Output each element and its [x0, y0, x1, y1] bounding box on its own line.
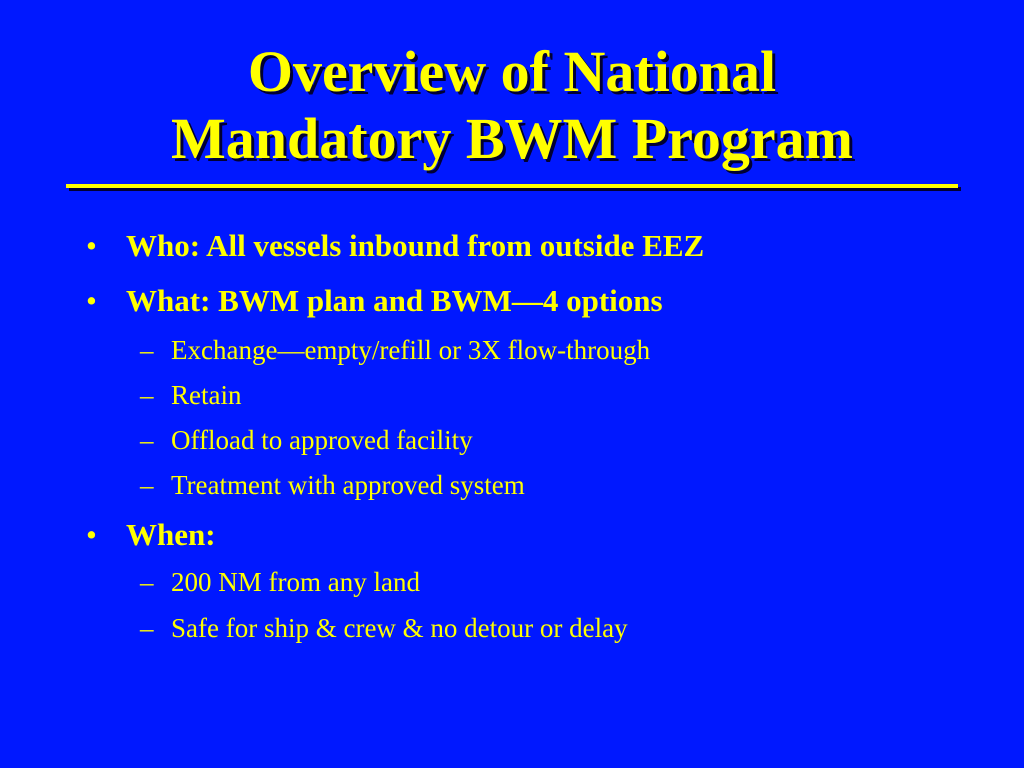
bullet-when-text: When:: [126, 517, 216, 552]
bullet-what: [86, 283, 663, 319]
dash-icon: –: [140, 380, 154, 410]
dash-icon: –: [140, 335, 154, 365]
sub-bullet-retain: [140, 379, 241, 411]
title-line-1: Overview of National: [247, 39, 777, 104]
dash-icon: –: [140, 567, 154, 597]
sub-bullet-200nm: [140, 566, 420, 598]
bullet-icon: •: [86, 517, 97, 552]
bullet-icon: •: [86, 283, 97, 318]
sub-bullet-text: Exchange—empty/refill or 3X flow-through: [171, 335, 651, 365]
dash-icon: –: [140, 425, 154, 455]
dash-icon: –: [140, 470, 154, 500]
dash-icon: –: [140, 613, 154, 643]
sub-bullet-text: Retain: [171, 380, 242, 410]
bullet-who: [86, 228, 704, 264]
bullet-when: [86, 517, 216, 553]
title-line-2: Mandatory BWM Program: [171, 106, 853, 171]
bullet-icon: •: [86, 228, 97, 263]
sub-bullet-safe: [140, 612, 628, 644]
sub-bullet-treatment: [140, 469, 525, 501]
sub-bullet-exchange: [140, 334, 650, 366]
sub-bullet-offload: [140, 424, 473, 456]
bullet-who-text: Who: All vessels inbound from outside EEZ: [126, 228, 705, 263]
sub-bullet-text: 200 NM from any land: [171, 567, 420, 597]
sub-bullet-text: Treatment with approved system: [171, 470, 525, 500]
sub-bullet-text: Offload to approved facility: [171, 425, 473, 455]
bullet-what-text: What: BWM plan and BWM—4 options: [126, 283, 663, 318]
sub-bullet-text: Safe for ship & crew & no detour or delay: [171, 613, 628, 643]
